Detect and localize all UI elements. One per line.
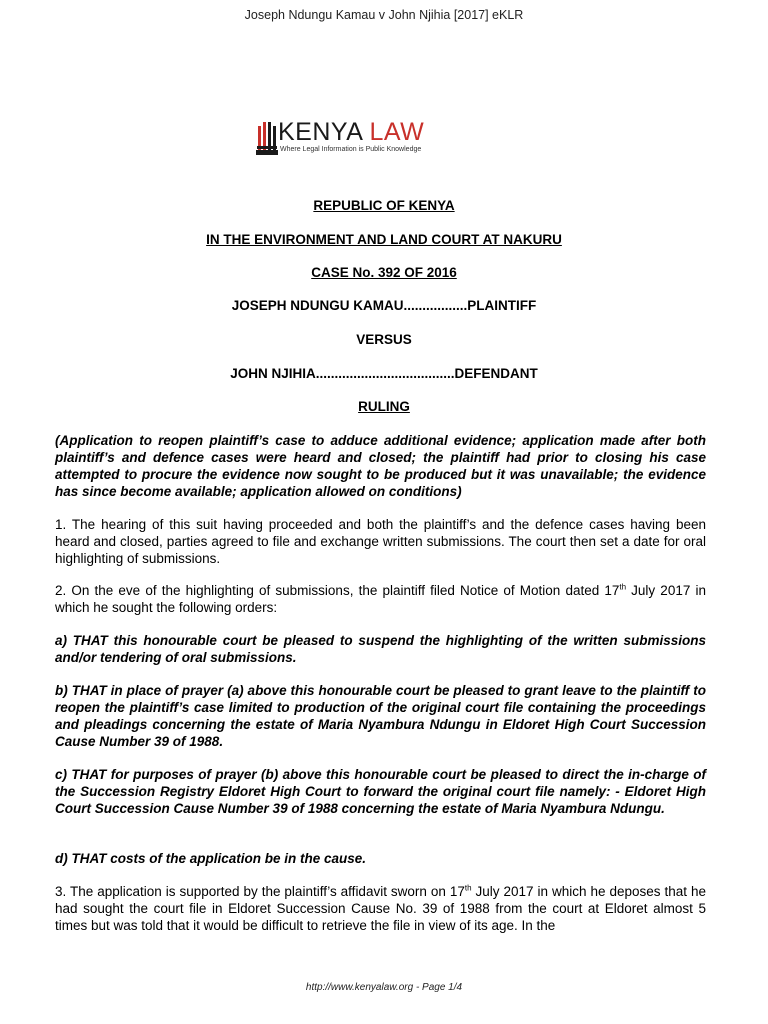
order-a: a) THAT this honourable court be pleased to suspend the highlighting of the written submissions and/or tendering of oral submissions. <box>55 633 706 665</box>
versus-line: VERSUS <box>356 332 412 347</box>
order-c: c) THAT for purposes of prayer (b) above this honourable court be pleased to direct the in-charge of the Succession Registry Eldoret High Court to forward the original court file namely: - Eldoret High Court Succession Cause Number 39 of 1988 concerning the estate of Maria Nyambura Ndungu. <box>55 767 706 816</box>
plaintiff-line: JOSEPH NDUNGU KAMAU.................PLAINTIFF <box>231 298 537 313</box>
logo-word-law: LAW <box>369 118 425 146</box>
ruling-heading: RULING <box>358 399 410 414</box>
paragraph-3-superscript: th <box>464 883 472 893</box>
paragraph-2-text-b: July 2017 in which he sought the following orders: <box>55 583 706 615</box>
paragraph-2 <box>55 582 706 616</box>
republic-heading: REPUBLIC OF KENYA <box>313 198 455 213</box>
paragraph-1: 1. The hearing of this suit having proceeded and both the plaintiff’s and the defence cases having been heard and closed, parties agreed to file and exchange written submissions. The court then set a date for oral highlighting of submissions. <box>55 517 706 566</box>
defendant-line: JOHN NJIHIA.....................................DEFENDANT <box>230 366 538 381</box>
paragraph-3 <box>55 883 706 934</box>
logo-tagline: Where Legal Information is Public Knowledge <box>280 146 422 153</box>
court-heading: IN THE ENVIRONMENT AND LAND COURT AT NAKURU <box>206 232 562 247</box>
paragraph-2-text-a: 2. On the eve of the highlighting of submissions, the plaintiff filed Notice of Motion dated 17 <box>55 583 620 598</box>
logo-word-kenya: KENYA <box>278 118 363 146</box>
paragraph-3-text-b: July 2017 in which he deposes that he had sought the court file in Eldoret Succession Cause No. 39 of 1988 from the court at Eldoret almost 5 times but was told that it would be difficult to retrieve the file in view of its age. In the <box>55 884 706 933</box>
pillars-icon <box>256 116 278 156</box>
case-summary: (Application to reopen plaintiff’s case to adduce additional evidence; application made after both plaintiff’s and defence cases were heard and closed; the plaintiff had prior to closing his case attempted to procure the evidence now sought to be produced but it was unavailable; the evidence has since become available; application allowed on conditions) <box>55 433 706 499</box>
logo-wordmark <box>278 118 424 147</box>
document-header-title: Joseph Ndungu Kamau v John Njihia [2017] eKLR <box>244 8 524 22</box>
order-d: d) THAT costs of the application be in the cause. <box>55 851 367 866</box>
kenya-law-logo <box>256 116 476 162</box>
page-footer: http://www.kenyalaw.org - Page 1/4 <box>305 982 463 993</box>
paragraph-3-text-a: 3. The application is supported by the plaintiff’s affidavit sworn on 17 <box>55 884 465 899</box>
order-b: b) THAT in place of prayer (a) above this honourable court be pleased to grant leave to the plaintiff to reopen the plaintiff’s case limited to production of the original court file containing the proceedings and pleadings concerning the estate of Maria Nyambura Ndungu in Eldoret High Court Succession Cause Number 39 of 1988. <box>55 683 706 749</box>
paragraph-2-superscript: th <box>619 582 627 592</box>
case-number: CASE No. 392 OF 2016 <box>311 265 457 280</box>
